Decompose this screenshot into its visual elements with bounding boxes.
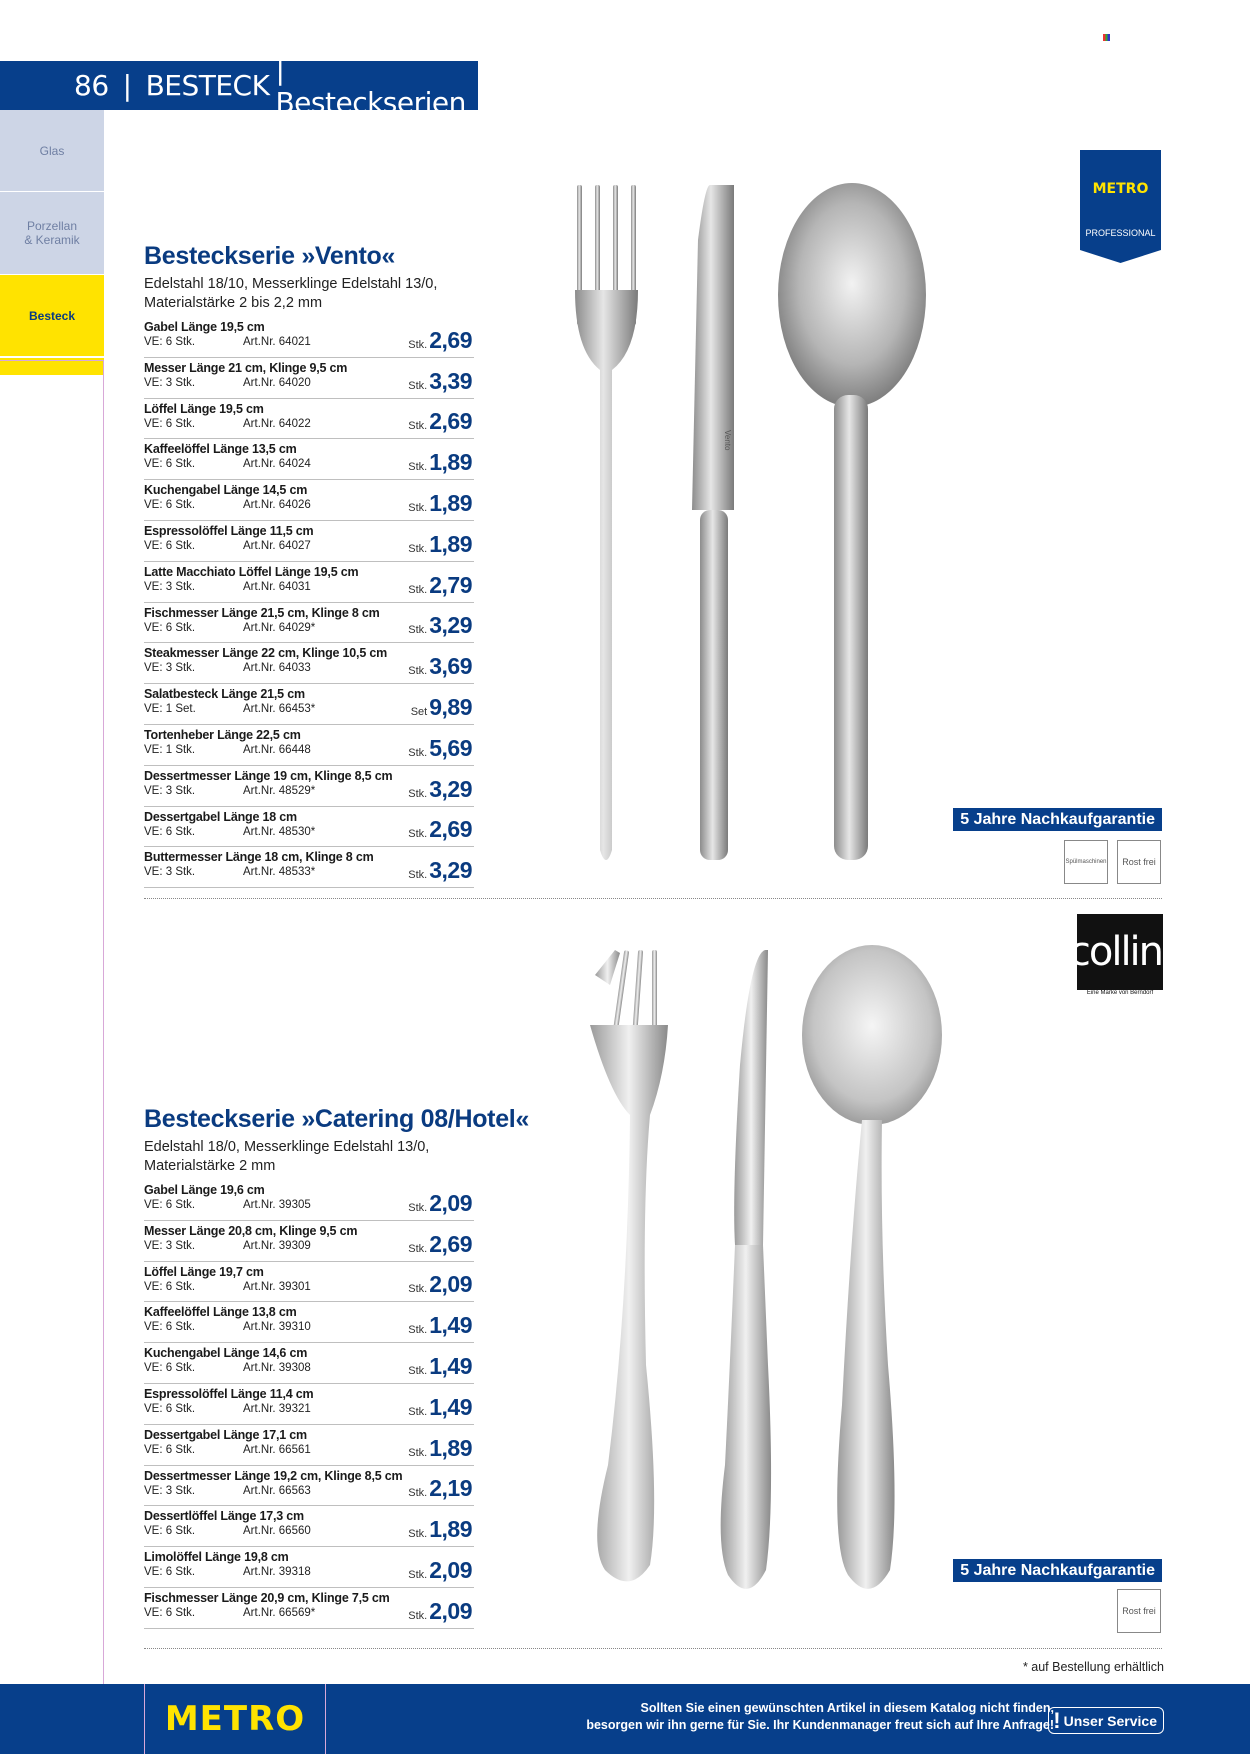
knife-image (692, 185, 734, 860)
price-unit: Stk. (408, 1528, 428, 1541)
article-number: Art.Nr. 39301 (243, 1280, 311, 1293)
product-price (408, 1557, 472, 1584)
price-value: 2,69 (429, 326, 472, 353)
product-row (144, 480, 474, 521)
product-price (408, 531, 472, 558)
price-unit: Stk. (408, 624, 428, 637)
article-number: Art.Nr. 64022 (243, 417, 311, 430)
article-number: Art.Nr. 66560 (243, 1525, 311, 1538)
product-row (144, 562, 474, 603)
product-name: Dessertmesser Länge 19,2 cm, Klinge 8,5 cm (144, 1468, 403, 1483)
product-name: Gabel Länge 19,5 cm (144, 320, 265, 334)
fork-image (575, 185, 638, 860)
product-name: Kuchengabel Länge 14,6 cm (144, 1346, 308, 1361)
price-value: 3,39 (429, 367, 472, 394)
price-unit: Stk. (408, 583, 428, 596)
vento-cutlery-photo (560, 180, 940, 870)
price-unit: Stk. (408, 1568, 428, 1581)
price-unit: Stk. (408, 1487, 428, 1500)
series-description: Edelstahl 18/10, Messerklinge Edelstahl 13/0, Materialstärke 2 bis 2,2 mm (144, 276, 438, 311)
product-row (144, 766, 474, 807)
series-description: Edelstahl 18/0, Messerklinge Edelstahl 13/0, Materialstärke 2 mm (144, 1139, 430, 1174)
product-price (408, 1394, 472, 1421)
product-name: Dessertmesser Länge 19 cm, Klinge 8,5 cm (144, 768, 393, 783)
color-register-mark (1103, 34, 1110, 41)
packaging-unit: VE: 3 Stk. (144, 376, 196, 389)
product-name: Espressolöffel Länge 11,5 cm (144, 523, 314, 538)
product-price (408, 816, 472, 843)
metro-professional-badge (1080, 150, 1161, 263)
product-name: Steakmesser Länge 22 cm, Klinge 10,5 cm (144, 646, 388, 661)
product-row (144, 317, 474, 358)
packaging-unit: VE: 6 Stk. (144, 1402, 196, 1415)
product-row (144, 1506, 474, 1547)
product-name: Kaffeelöffel Länge 13,8 cm (144, 1305, 297, 1320)
price-unit: Stk. (408, 338, 428, 351)
product-row (144, 1302, 474, 1343)
page-number: 86 (74, 69, 109, 102)
knife-image (721, 950, 771, 1589)
price-unit: Stk. (408, 1283, 428, 1296)
packaging-unit: VE: 6 Stk. (144, 621, 196, 634)
product-price (408, 1435, 472, 1462)
packaging-unit: VE: 3 Stk. (144, 1239, 196, 1252)
packaging-unit: VE: 6 Stk. (144, 458, 196, 471)
product-price (408, 612, 472, 639)
price-unit: Stk. (408, 828, 428, 841)
product-price (411, 694, 472, 721)
article-number: Art.Nr. 39321 (243, 1402, 311, 1415)
price-value: 1,89 (429, 1516, 472, 1543)
product-price (408, 572, 472, 599)
packaging-unit: VE: 3 Stk. (144, 1484, 196, 1497)
packaging-unit: VE: 6 Stk. (144, 1606, 196, 1619)
price-value: 1,49 (429, 1352, 472, 1379)
product-name: Latte Macchiato Löffel Länge 19,5 cm (144, 564, 359, 579)
article-number: Art.Nr. 48529* (243, 784, 316, 797)
product-price (408, 1598, 472, 1625)
packaging-unit: VE: 6 Stk. (144, 1199, 196, 1211)
product-row (144, 847, 474, 888)
price-value: 1,89 (429, 489, 472, 516)
article-number: Art.Nr. 64033 (243, 662, 311, 675)
price-unit: Set (410, 705, 428, 718)
price-value: 3,29 (429, 857, 472, 884)
product-row (144, 1425, 474, 1466)
packaging-unit: VE: 6 Stk. (144, 1362, 196, 1375)
price-value: 3,69 (429, 653, 472, 680)
packaging-unit: VE: 1 Stk. (144, 743, 196, 756)
product-price (408, 327, 472, 354)
product-name: Kuchengabel Länge 14,5 cm (144, 483, 308, 498)
article-number: Art.Nr. 66569* (243, 1606, 316, 1619)
catering-guarantee-label: 5 Jahre Nachkaufgarantie (953, 1559, 1162, 1582)
product-row (144, 1547, 474, 1588)
packaging-unit: VE: 6 Stk. (144, 1280, 196, 1293)
product-row (144, 1466, 474, 1507)
price-value: 3,29 (429, 612, 472, 639)
product-list (144, 1180, 474, 1629)
product-name: Dessertgabel Länge 17,1 cm (144, 1427, 307, 1442)
product-price (408, 1475, 472, 1502)
price-unit: Stk. (408, 1446, 428, 1459)
product-name: Gabel Länge 19,6 cm (144, 1183, 265, 1197)
article-number: Art.Nr. 48533* (243, 866, 316, 879)
price-unit: Stk. (408, 1405, 428, 1418)
spoon-image (802, 945, 942, 1589)
article-number: Art.Nr. 66448 (243, 743, 311, 756)
packaging-unit: VE: 6 Stk. (144, 1525, 196, 1538)
footnote: * auf Bestellung erhältlich (1022, 1660, 1164, 1674)
price-value: 2,69 (429, 1230, 472, 1257)
product-price (408, 1190, 472, 1217)
price-value: 1,49 (429, 1312, 472, 1339)
price-unit: Stk. (408, 1324, 428, 1337)
metro-logo: METRO (164, 1699, 306, 1739)
rust-free-icon: Rost frei (1117, 840, 1161, 884)
bottom-divider (144, 1648, 1162, 1649)
price-value: 3,29 (429, 775, 472, 802)
footer-logo-block (144, 1684, 326, 1754)
article-number: Art.Nr. 64020 (243, 376, 311, 389)
product-price (408, 408, 472, 435)
product-row (144, 643, 474, 684)
price-value: 1,49 (429, 1393, 472, 1420)
price-value: 1,89 (429, 1434, 472, 1461)
price-value: 5,69 (429, 734, 472, 761)
subcategory-title: | Besteckserien (275, 52, 466, 119)
packaging-unit: VE: 6 Stk. (144, 1321, 196, 1334)
product-name: Tortenheber Länge 22,5 cm (144, 727, 301, 742)
knife-engraving: Vento (723, 430, 732, 451)
price-value: 2,09 (429, 1556, 472, 1583)
side-margin-rule (0, 360, 104, 1754)
side-tab-besteck[interactable]: Besteck (0, 275, 104, 357)
product-name: Kaffeelöffel Länge 13,5 cm (144, 442, 297, 457)
product-name: Fischmesser Länge 21,5 cm, Klinge 8 cm (144, 605, 380, 620)
product-name: Limolöffel Länge 19,8 cm (144, 1550, 289, 1565)
price-unit: Stk. (408, 379, 428, 392)
section-divider (144, 898, 1162, 899)
product-price (408, 368, 472, 395)
article-number: Art.Nr. 64027 (243, 539, 311, 552)
collini-logo: collini (1077, 914, 1163, 990)
product-row (144, 521, 474, 562)
catering-cutlery-photo (580, 945, 950, 1615)
page-header (0, 52, 478, 119)
product-price (408, 1516, 472, 1543)
price-value: 2,79 (429, 571, 472, 598)
side-tab-porzellan[interactable]: Porzellan & Keramik (0, 192, 104, 275)
product-name: Buttermesser Länge 18 cm, Klinge 8 cm (144, 850, 374, 865)
packaging-unit: VE: 1 Set. (144, 703, 196, 716)
price-unit: Stk. (408, 420, 428, 433)
article-number: Art.Nr. 66563 (243, 1484, 311, 1497)
price-value: 2,09 (429, 1189, 472, 1216)
price-value: 2,19 (429, 1475, 472, 1502)
product-row (144, 1343, 474, 1384)
price-value: 1,89 (429, 449, 472, 476)
exclamation-icon: ! (1053, 1707, 1061, 1733)
product-row (144, 1221, 474, 1262)
product-row (144, 1180, 474, 1221)
price-value: 2,69 (429, 408, 472, 435)
service-label: Unser Service (1063, 1712, 1157, 1729)
fork-image (590, 950, 668, 1581)
price-unit: Stk. (408, 787, 428, 800)
article-number: Art.Nr. 64026 (243, 499, 311, 512)
product-row (144, 684, 474, 725)
rust-free-icon: Rost frei (1117, 1589, 1161, 1633)
series-title: Besteckserie »Vento« (144, 242, 396, 270)
article-number: Art.Nr. 39308 (243, 1362, 311, 1375)
article-number: Art.Nr. 66561 (243, 1443, 311, 1456)
product-row (144, 603, 474, 644)
product-price (408, 776, 472, 803)
product-row (144, 439, 474, 480)
product-name: Espressolöffel Länge 11,4 cm (144, 1386, 314, 1401)
product-price (408, 1353, 472, 1380)
packaging-unit: VE: 3 Stk. (144, 866, 196, 879)
price-value: 9,89 (429, 693, 472, 720)
product-price (408, 653, 472, 680)
product-price (408, 449, 472, 476)
product-row (144, 1384, 474, 1425)
footer-message: Sollten Sie einen gewünschten Artikel in diesem Katalog nicht finden, besorgen wir ihn gerne für Sie. Ihr Kundenmanager freut sich auf Ihre Anfrage! (586, 1701, 1054, 1732)
price-value: 1,89 (429, 530, 472, 557)
packaging-unit: VE: 6 Stk. (144, 1566, 196, 1579)
packaging-unit: VE: 6 Stk. (144, 825, 196, 838)
price-unit: Stk. (408, 501, 428, 514)
product-name: Löffel Länge 19,5 cm (144, 401, 264, 416)
article-number: Art.Nr. 39305 (243, 1199, 311, 1211)
side-tab-glas[interactable]: Glas (0, 110, 104, 192)
price-unit: Stk. (408, 665, 428, 678)
series-catering (144, 1105, 530, 1629)
product-price (408, 735, 472, 762)
price-value: 2,09 (429, 1597, 472, 1624)
header-separator: | (122, 69, 132, 102)
packaging-unit: VE: 3 Stk. (144, 580, 196, 593)
product-name: Dessertlöffel Länge 17,3 cm (144, 1509, 304, 1524)
price-value: 2,69 (429, 816, 472, 843)
article-number: Art.Nr. 48530* (243, 825, 316, 838)
product-price (408, 1271, 472, 1298)
product-name: Dessertgabel Länge 18 cm (144, 809, 297, 824)
category-title: BESTECK (145, 69, 270, 102)
product-row (144, 358, 474, 399)
article-number: Art.Nr. 39318 (243, 1566, 311, 1579)
packaging-unit: VE: 6 Stk. (144, 336, 196, 348)
product-price (408, 1231, 472, 1258)
product-row (144, 1262, 474, 1303)
article-number: Art.Nr. 39310 (243, 1321, 311, 1334)
product-row (144, 807, 474, 848)
series-title: Besteckserie »Catering 08/Hotel« (144, 1105, 530, 1133)
price-unit: Stk. (408, 542, 428, 555)
price-unit: Stk. (408, 1201, 428, 1214)
price-unit: Stk. (408, 1364, 428, 1377)
price-unit: Stk. (408, 746, 428, 759)
article-number: Art.Nr. 64029* (243, 621, 316, 634)
page-footer (0, 1684, 1250, 1754)
badge-professional-text: PROFESSIONAL (1085, 228, 1156, 238)
collini-subline: Eine Marke von Berndorf (1086, 990, 1154, 996)
price-value: 2,09 (429, 1271, 472, 1298)
product-row (144, 725, 474, 766)
product-name: Salatbesteck Länge 21,5 cm (144, 687, 305, 702)
product-price (408, 490, 472, 517)
packaging-unit: VE: 6 Stk. (144, 499, 196, 512)
packaging-unit: VE: 3 Stk. (144, 662, 196, 675)
packaging-unit: VE: 6 Stk. (144, 1443, 196, 1456)
product-name: Messer Länge 21 cm, Klinge 9,5 cm (144, 360, 348, 375)
price-unit: Stk. (408, 869, 428, 882)
product-list (144, 317, 474, 888)
price-unit: Stk. (408, 1242, 428, 1255)
packaging-unit: VE: 6 Stk. (144, 417, 196, 430)
vento-guarantee-label: 5 Jahre Nachkaufgarantie (953, 808, 1162, 831)
product-name: Messer Länge 20,8 cm, Klinge 9,5 cm (144, 1223, 358, 1238)
article-number: Art.Nr. 64031 (243, 580, 311, 593)
side-nav (0, 110, 104, 357)
packaging-unit: VE: 6 Stk. (144, 539, 196, 552)
article-number: Art.Nr. 64024 (243, 458, 311, 471)
product-row (144, 399, 474, 440)
product-name: Löffel Länge 19,7 cm (144, 1264, 264, 1279)
article-number: Art.Nr. 64021 (243, 336, 311, 348)
packaging-unit: VE: 3 Stk. (144, 784, 196, 797)
unser-service-button[interactable] (1048, 1707, 1164, 1734)
product-price (408, 857, 472, 884)
article-number: Art.Nr. 39309 (243, 1239, 311, 1252)
price-unit: Stk. (408, 461, 428, 474)
article-number: Art.Nr. 66453* (243, 703, 316, 716)
product-name: Fischmesser Länge 20,9 cm, Klinge 7,5 cm (144, 1590, 390, 1605)
series-vento (144, 242, 474, 888)
product-row (144, 1588, 474, 1629)
dishwasher-safe-icon: Spülmaschinen (1064, 840, 1108, 884)
price-unit: Stk. (408, 1609, 428, 1622)
product-price (408, 1312, 472, 1339)
badge-metro-text: METRO (1092, 181, 1149, 197)
spoon-image (778, 183, 926, 860)
